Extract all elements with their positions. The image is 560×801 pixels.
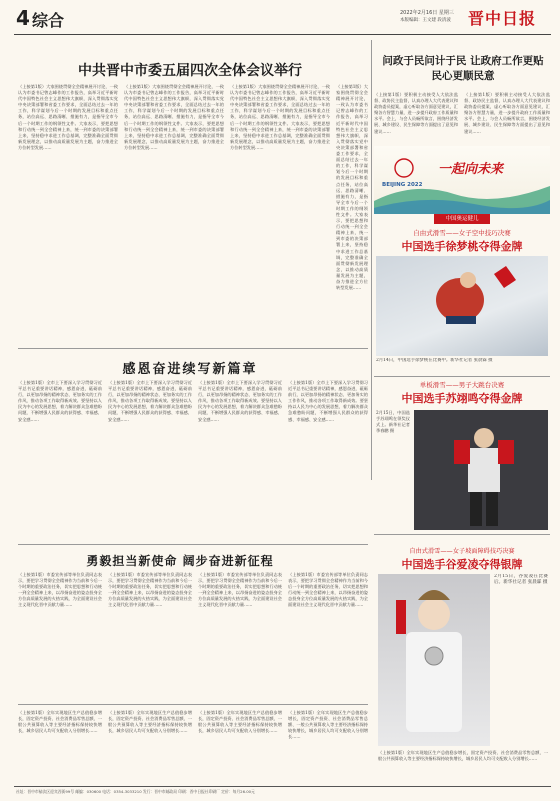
page-header xyxy=(0,0,560,32)
newspaper-logo: 晋中日报 xyxy=(468,9,537,28)
olympic-story-3-kicker: 自由式滑雪——女子坡面障碍技巧决赛 xyxy=(409,548,515,555)
article-5-body-col4: （上接第1版）全年实现地区生产总值稳步增长，固定资产投资、社会消费品零售总额、一般公共预算收入等主要经济指标保持较快增长，城乡居民人均可支配收入分别增长…… xyxy=(288,710,368,740)
xu-mengtao-photo xyxy=(376,256,548,356)
olympic-story-1-kicker: 自由式滑雪——女子空中技巧决赛 xyxy=(413,229,511,237)
article-4-body-col4: （上接第1版）市委宣传部等单位负责同志表示，要把学习贯彻全会精神作为当前和今后一个时期的重要政治任务，切实把思想和行动统一到全会精神上来，以昂扬奋进的姿态投身全方位高质量发展的火热实践，为全面建设社会主义现代化晋中贡献力量…… xyxy=(288,572,368,608)
olympic-banner xyxy=(374,146,550,214)
article-5-body-col5: （上接第1版）全年实现地区生产总值稳步增长，固定资产投资、社会消费品零售总额、一般公共预算收入等主要经济指标保持较快增长，城乡居民人均可支配收入分别增长…… xyxy=(378,750,548,762)
olympic-story-1-title: 中国选手徐梦桃夺得金牌 xyxy=(401,240,523,253)
section-title: 综合 xyxy=(32,11,65,30)
olympic-story-3-title: 中国选手谷爱凌夺得银牌 xyxy=(401,558,523,571)
olympic-divider-2 xyxy=(374,534,550,535)
athlete-silhouette xyxy=(376,256,548,356)
date-line: 2022年2月16日 星期三 xyxy=(400,10,454,16)
article-4-body-col3: （上接第1版）市委宣传部等单位负责同志表示，要把学习贯彻全会精神作为当前和今后一个时期的重要政治任务，切实把思想和行动统一到全会精神上来，以昂扬奋进的姿态投身全方位高质量发展的火热实践，为全面建设社会主义现代化晋中贡献力量…… xyxy=(198,572,282,608)
beijing-2022-emblem: BEIJING 2022 xyxy=(382,182,423,188)
article-4-body-col1: （上接第1版）市委宣传部等单位负责同志表示，要把学习贯彻全会精神作为当前和今后一个时期的重要政治任务，切实把思想和行动统一到全会精神上来，以昂扬奋进的姿态投身全方位高质量发展的火热实践，为全面建设社会主义现代化晋中贡献力量…… xyxy=(18,572,102,608)
page-number: 4 xyxy=(16,6,30,30)
olympic-story-2-title: 中国选手苏翊鸣夺得金牌 xyxy=(401,392,523,405)
article-1-body-col3: （上接第1版）大家围绕贯彻全会精神展开讨论，一致认为市委书记曾志峰作的工作报告，高举习近平新时代中国特色社会主义思想伟大旗帜，深入贯彻落实党中央决策部署和省委工作要求，全面总结过去一年的工作，科学谋划今后一个时期的发展目标和重点任务，站位高远、思路清晰、措施有力，是指导全市今后一个时期工作的纲领性文件。大家表示，要把思想和行动统一到全会精神上来，统一到市委的决策部署上来，坚持稳中求进工作总基调，完整准确全面贯彻新发展理念，以推动高质量发展为主题，奋力推进全方位转型发展…… xyxy=(230,84,330,150)
column-divider xyxy=(371,40,372,480)
athlete-podium-figure xyxy=(414,410,548,530)
article-3-headline: 感恩奋进续写新篇章 xyxy=(122,362,258,377)
article-2-body-col2: （上接第1版）要积极主动接受人大依法监督、政协民主监督，认真办理人大代表建议和政协委员提案，虚心听取各方面意见建议，汇聚各方智慧力量，进一步提升政府工作质量和水平。会上，与会人员畅所欲言，围绕经济发展、城乡建设、民生保障等方面提出了意见和建议…… xyxy=(464,92,550,134)
section-divider-2 xyxy=(18,544,368,545)
article-2-body-col1: （上接第1版）要积极主动接受人大依法监督、政协民主监督，认真办理人大代表建议和政协委员提案，虚心听取各方面意见建议，汇聚各方智慧力量，进一步提升政府工作质量和水平。会上，与会人员畅所欲言，围绕经济发展、城乡建设、民生保障等方面提出了意见和建议…… xyxy=(374,92,458,134)
article-3-body-col1: （上接第1版）全市上下要深入学习贯彻习近平总书记重要讲话精神，感恩奋进，砥砺前行，以更加昂扬的精神状态、更加务实的工作作风，推动各项工作取得新成效。要坚持以人民为中心的发展思想，着力解决群众急难愁盼问题，不断增强人民群众的获得感、幸福感、安全感…… xyxy=(18,380,102,422)
footer-rule xyxy=(14,786,551,787)
header-rule xyxy=(14,34,551,35)
article-4-headline: 勇毅担当新使命 阔步奋进新征程 xyxy=(86,554,274,568)
banner-mountain-graphic xyxy=(374,146,550,214)
su-yiming-photo xyxy=(414,410,548,530)
article-4-body-col2: （上接第1版）市委宣传部等单位负责同志表示，要把学习贯彻全会精神作为当前和今后一个时期的重要政治任务，切实把思想和行动统一到全会精神上来，以昂扬奋进的姿态投身全方位高质量发展的火热实践，为全面建设社会主义现代化晋中贡献力量…… xyxy=(108,572,192,608)
olympic-story-2-caption: 2月15日，中国选手苏翊鸣在领奖仪式上。新华社记者 季春鹏 摄 xyxy=(376,410,410,434)
article-5-body-col2: （上接第1版）全年实现地区生产总值稳步增长，固定资产投资、社会消费品零售总额、一般公共预算收入等主要经济指标保持较快增长，城乡居民人均可支配收入分别增长…… xyxy=(108,710,192,734)
footer-info: 社址：晋中市榆次区迎宾西街99号 邮编：030600 电话：0354-3033210 发行：晋中市邮政局 印刷：晋中日报社印刷厂 定价：每月26.00元 xyxy=(16,789,255,794)
article-3-body-col2: （上接第1版）全市上下要深入学习贯彻习近平总书记重要讲话精神，感恩奋进，砥砺前行，以更加昂扬的精神状态、更加务实的工作作风，推动各项工作取得新成效。要坚持以人民为中心的发展思想，着力解决群众急难愁盼问题，不断增强人民群众的获得感、幸福感、安全感…… xyxy=(108,380,192,422)
article-1-headline: 中共晋中市委五届四次全体会议举行 xyxy=(78,63,302,79)
olympic-story-1-caption: 2月14日，中国选手徐梦桃在比赛中。新华社记者 张晨霖 摄 xyxy=(376,358,493,363)
section-divider-3 xyxy=(18,704,368,705)
banner-slogan: 一起向未来 xyxy=(438,162,504,177)
article-2-headline: 问政于民问计于民 让政府工作更贴民心更顺民意 xyxy=(382,55,544,82)
article-3-body-col3: （上接第1版）全市上下要深入学习贯彻习近平总书记重要讲话精神，感恩奋进，砥砺前行，以更加昂扬的精神状态、更加务实的工作作风，推动各项工作取得新成效。要坚持以人民为中心的发展思想，着力解决群众急难愁盼问题，不断增强人民群众的获得感、幸福感、安全感…… xyxy=(198,380,282,422)
olympic-story-3-caption: 2月15日，谷爱凌在比赛后。新华社记者 张晨霖 摄 xyxy=(494,574,548,586)
section-divider-1 xyxy=(18,348,368,349)
article-5-body-col1: （上接第1版）全年实现地区生产总值稳步增长，固定资产投资、社会消费品零售总额、一般公共预算收入等主要经济指标保持较快增长，城乡居民人均可支配收入分别增长…… xyxy=(18,710,102,734)
olympic-section-tag: 中国奥运健儿 xyxy=(434,214,490,224)
olympic-story-2-kicker: 单板滑雪——男子大跳台决赛 xyxy=(419,381,505,389)
athlete-medal-figure xyxy=(378,574,490,746)
editor-line: 本版编辑：王文建 段清波 xyxy=(400,18,451,23)
article-1-body-col4: （上接第1版）大家围绕贯彻全会精神展开讨论，一致认为市委书记曾志峰作的工作报告，高举习近平新时代中国特色社会主义思想伟大旗帜，深入贯彻落实党中央决策部署和省委工作要求，全面总结过去一年的工作，科学谋划今后一个时期的发展目标和重点任务，站位高远、思路清晰、措施有力，是指导全市今后一个时期工作的纲领性文件。大家表示，要把思想和行动统一到全会精神上来，统一到市委的决策部署上来，坚持稳中求进工作总基调，完整准确全面贯彻新发展理念，以推动高质量发展为主题，奋力推进全方位转型发展…… xyxy=(336,84,368,291)
article-3-body-col4: （上接第1版）全市上下要深入学习贯彻习近平总书记重要讲话精神，感恩奋进，砥砺前行，以更加昂扬的精神状态、更加务实的工作作风，推动各项工作取得新成效。要坚持以人民为中心的发展思想，着力解决群众急难愁盼问题，不断增强人民群众的获得感、幸福感、安全感…… xyxy=(288,380,368,422)
article-1-body-col1: （上接第1版）大家围绕贯彻全会精神展开讨论，一致认为市委书记曾志峰作的工作报告，高举习近平新时代中国特色社会主义思想伟大旗帜，深入贯彻落实党中央决策部署和省委工作要求，全面总结过去一年的工作，科学谋划今后一个时期的发展目标和重点任务，站位高远、思路清晰、措施有力，是指导全市今后一个时期工作的纲领性文件。大家表示，要把思想和行动统一到全会精神上来，统一到市委的决策部署上来，坚持稳中求进工作总基调，完整准确全面贯彻新发展理念，以推动高质量发展为主题，奋力推进全方位转型发展…… xyxy=(18,84,118,150)
article-1-body-col2: （上接第1版）大家围绕贯彻全会精神展开讨论，一致认为市委书记曾志峰作的工作报告，高举习近平新时代中国特色社会主义思想伟大旗帜，深入贯彻落实党中央决策部署和省委工作要求，全面总结过去一年的工作，科学谋划今后一个时期的发展目标和重点任务，站位高远、思路清晰、措施有力，是指导全市今后一个时期工作的纲领性文件。大家表示，要把思想和行动统一到全会精神上来，统一到市委的决策部署上来，坚持稳中求进工作总基调，完整准确全面贯彻新发展理念，以推动高质量发展为主题，奋力推进全方位转型发展…… xyxy=(124,84,224,150)
olympic-divider-1 xyxy=(374,376,550,377)
article-5-body-col3: （上接第1版）全年实现地区生产总值稳步增长，固定资产投资、社会消费品零售总额、一般公共预算收入等主要经济指标保持较快增长，城乡居民人均可支配收入分别增长…… xyxy=(198,710,282,734)
gu-ailing-photo xyxy=(378,574,490,746)
